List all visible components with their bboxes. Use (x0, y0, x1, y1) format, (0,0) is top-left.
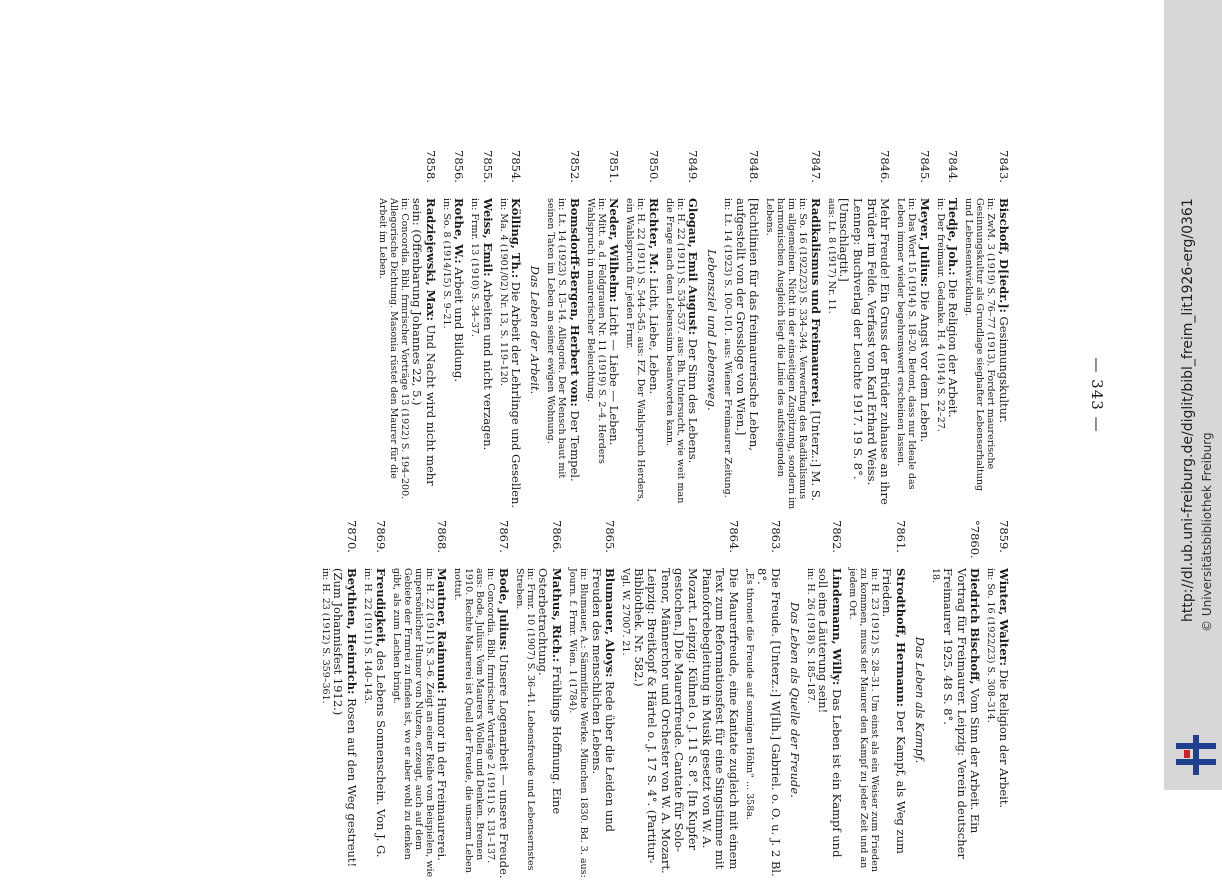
bibliography-entry (391, 520, 449, 880)
entry-main (941, 568, 982, 880)
entry-number: 7852. (567, 150, 582, 183)
entry-number: 7868. (435, 520, 450, 553)
entry-number: 7862. (829, 520, 844, 553)
section-heading: Das Leben als Kampf. (912, 636, 927, 764)
bibliography-entry (624, 150, 660, 510)
entry-main (435, 568, 449, 880)
entry-title: Die Freude. [Unterz.:] W[ilh.] Gabriel. o. O. u. J. 2 Bl. 8°. (755, 568, 784, 877)
entry-reference: in: Das Wort 15 (1914) S. 18–20. Betont, dass nur Ideale das Leben immer wieder begehrenswert erscheinen lassen. (895, 198, 918, 490)
entry-author: Rothe, W.: (452, 198, 467, 264)
entry-reference: in: H. 22 (1911) S. 534–537. aus: Bh. Untersucht, wie weit man die Frage nach dem Lebenssinn beantworten kann. (663, 198, 686, 504)
entry-reference: in: Lt. 14 (1923) S. 13–14. Allegorie. Der Mensch baut mit seinen Taten im Leben an seiner ewigen Wohnung. (545, 198, 568, 479)
entry-reference: 18. (929, 568, 941, 584)
bibliography-entry (514, 520, 563, 880)
entry-title: Die Angst vor dem Leben. (917, 290, 932, 443)
bibliography-entry (985, 520, 1010, 880)
entry-title: Das Leben ist ein Kampf und soll eine Läuterung sein! (816, 568, 844, 858)
entry-main (567, 198, 581, 510)
bibliography-entry (545, 150, 581, 510)
entry-author: Radziejewski, Max: (423, 198, 438, 322)
entry-author: Tiedje, Joh.: (946, 198, 961, 276)
entry-reference: in: H. 23 (1912) S. 28–31. Um einst als ein Weiser zum Frieden zu kommen, muss der Maurer den Kampf zu jeder Zeit und an jedem Ort. (846, 568, 880, 872)
entry-title: des Lebens Sonnenschein. Von J. G. (373, 650, 388, 858)
entry-number: 7864. (726, 520, 741, 553)
entry-number: 7850. (646, 150, 661, 183)
entry-title: Humor in der Freimaurerei. (435, 697, 450, 861)
bibliography-entry (620, 520, 740, 880)
bibliography-entry (452, 520, 510, 880)
entry-title: Und Nacht wird nicht mehr sein: (Offenbarung Johannes 22, 5.) (410, 198, 438, 486)
bibliography-entry (664, 150, 700, 510)
bibliography-entry (469, 150, 494, 510)
entry-reference: „Es thronet die Freude auf sonnigen Höhn“ ... 358a. (743, 568, 755, 820)
entry-main (808, 198, 822, 510)
entry-title: Rosen auf den Weg gestreut! (Zum Johannisfest 1912.) (331, 568, 359, 868)
entry-reference: in: Lt. 14 (1923) S. 100–101. aus: Wiener Freimaurer Zeitung. (722, 198, 734, 498)
entry-main (946, 198, 960, 510)
bibliography-entry (498, 150, 523, 510)
entry-reference: in: Mitt. a. d. Feldgrauen Nr. 11 (1919) S. 2–4. Herders Wahlspruch in maurerischer Beleuchtung. (584, 198, 607, 464)
entry-author: Kölling, Th.: (509, 198, 524, 279)
bibliography-entry (744, 520, 782, 880)
entry-main (880, 568, 907, 880)
entry-number: 7846. (878, 150, 893, 183)
entry-main (373, 568, 387, 880)
right-column (316, 520, 1010, 880)
entry-author: Beythien, Heinrich: (344, 568, 359, 695)
entry-reference: in: Concordia. Bibl. frmrischer Vorträge 2 (1911) S. 131–137. aus: Bode, Julius: Vom Maurers Wollen und Denken. Bremen 1910. Rechte Maurerei ist Quell der Freude, die unserm Leben nottut. (452, 568, 497, 873)
entry-reference: in: ZwM. 3 (1919) S. 76–77 (1913). Fordert maurerische Gesinnungskultur als Grundlage sieghafter Lebenserhaltung und Lebensentwicklung. (963, 198, 997, 492)
entry-main (816, 568, 843, 880)
entry-author: Weiss, Emil: (480, 198, 495, 277)
entry-number: 7855. (480, 150, 495, 183)
entry-title: Frühlings Hoffnung. Eine Osterbetrachtung. (536, 568, 564, 815)
entry-author: Blumauer, Aloys: (603, 568, 618, 678)
bibliography-entry (847, 520, 907, 880)
entry-author: Richter, M.: (646, 198, 661, 275)
bibliography-entry (764, 150, 822, 510)
entry-title: Rede über die Leiden und Freuden des menschlichen Lebens. (589, 568, 618, 833)
entry-author: Bode, Julius: (496, 568, 511, 651)
entry-main (996, 568, 1010, 880)
entry-reference: in: Der freimaur. Gedanke. H. 4 (1914) S. 22–27. (934, 198, 946, 432)
entry-number: 7867. (496, 520, 511, 553)
entry-number: 7851. (607, 150, 622, 183)
entry-main (733, 198, 760, 510)
entry-reference: in: Frmr. 13 (1910) S. 34–37. (469, 198, 481, 337)
entry-reference: in: H. 22 (1911) S. 544–545. aus: FZ. Der Wahlspruch Herders, ein Wahlspruch für jeden Frmr. (624, 198, 647, 502)
bibliography-entry (895, 150, 931, 510)
entry-main (646, 198, 660, 510)
entry-number: 7854. (509, 150, 524, 183)
entry-title: Der Sinn des Lebens. (686, 338, 701, 464)
entry-title: Die Arbeit der Lehrlinge und Gesellen. (509, 281, 524, 509)
entry-number: °7860. (968, 520, 983, 559)
entry-reference: in: Ma. 4 (1901/02) Nr. 13, S. 119–120. (497, 198, 509, 386)
page-number: — 343 — (1088, 357, 1106, 433)
sidebar-copyright: © Universitätsbibliothek Freiburg (1200, 432, 1214, 632)
bibliography-entry (935, 150, 960, 510)
bibliography-entry (377, 150, 437, 510)
left-column (373, 150, 1010, 510)
entry-title: Der Kampf, als Weg zum Frieden. (880, 568, 909, 854)
entry-title: Mehr Freude! Ein Gruss der Brüder zuhause an ihre Brüder im Felde. Verfasst von Karl Erhard Weiss. Lennep: Buchverlag der Leuchte 1917. 19 S. 8°. [Umschlagtit.] (837, 198, 893, 505)
entry-reference: in: So. 8 (1914/15) S. 9–21. (440, 198, 452, 329)
entry-title: [Richtlinien für das freimaurerische Leben, aufgestellt von der Grossloge von Wien.] (733, 198, 762, 451)
entry-main (755, 568, 782, 880)
entry-title: Licht, Liebe, Leben. (646, 277, 661, 395)
entry-author: Strodthoff, Hermann: (894, 568, 909, 708)
entry-title: Arbeit und Bildung. (452, 267, 467, 383)
library-logo-icon (1174, 735, 1218, 775)
entry-reference: in: Concordia. Bibl. frmrischer Vorträge 13 (1922) S. 194–200. Allegorische Dichtung. Masonia rüstet den Maurer für die Arbeit im Leben. (376, 198, 410, 500)
entry-reference: aus: Lt. 8 (1917) Nr. 11. (825, 198, 837, 314)
entry-main (917, 198, 931, 510)
entry-main (837, 198, 891, 510)
bibliography-entry (441, 150, 466, 510)
entry-number: 7847. (808, 150, 823, 183)
entry-main (452, 198, 466, 510)
entry-title: Gesinnungskultur. (997, 316, 1011, 423)
entry-number: 7849. (686, 150, 701, 183)
entry-number: 7863. (769, 520, 784, 553)
entry-title: Licht — Liebe — Leben. (607, 305, 622, 446)
entry-number: 7856. (452, 150, 467, 183)
entry-author: Freudigkeit, (373, 568, 388, 648)
entry-number: 7869. (373, 520, 388, 553)
bibliography-entry (963, 150, 1010, 510)
bibliography-entry (320, 520, 358, 880)
entry-main (410, 198, 437, 510)
entry-reference: in: Blumauer, A.: Sämmtliche Werke. München 1830. Bd. 3. aus: Journ. f. Frmr. Wien. 1 (1784). (566, 568, 589, 878)
entry-author: Neder, Wilhelm: (607, 198, 622, 303)
bibliography-entry (826, 150, 891, 510)
entry-reference: in: H. 22 (1911) S. 3–6. Zeigt an einer Reihe von Beispielen, wie unpersönlicher Humor von Nutzen, erzeugt, auch auf dem Gebiete der Frmrei zu finden ist, wo er aber wohl zu denken gibt, als zum Lachen bringt. (390, 568, 435, 878)
entry-reference: in: Frmr. 10 (1907) S. 36–41. Lebensfreude und Lebensernstes Streben. (513, 568, 536, 871)
entry-number: 7844. (946, 150, 961, 183)
entry-author: Lindemann, Willy: (829, 568, 844, 686)
section-heading: Das Leben als Quelle der Freude. (787, 602, 802, 798)
bibliography-entry (585, 150, 621, 510)
bibliography-entry (805, 520, 843, 880)
sidebar-copyright-wrap (1200, 12, 1220, 632)
entry-main (496, 568, 510, 880)
bibliography-entry (722, 150, 760, 510)
entry-reference: in: H. 26 (1918) S. 185–187. (804, 568, 816, 704)
bibliography-entry (567, 520, 616, 880)
entry-main (331, 568, 358, 880)
entry-title: Die Religion der Arbeit. (946, 279, 961, 418)
entry-reference: Vgl. W. 27007. 21. (620, 568, 632, 656)
entry-main (686, 198, 700, 510)
entry-title: Der Tempel. (567, 410, 582, 482)
section-heading: Das Leben der Arbeit. (528, 265, 543, 395)
entry-author: Winter, Walter: (997, 568, 1011, 666)
entry-number: 7865. (603, 520, 618, 553)
entry-reference: in: H. 22 (1911) S. 140–143. (361, 568, 373, 704)
entry-number: 7870. (344, 520, 359, 553)
entry-title: Vom Sinn der Arbeit. Ein Vortrag für Freimaurer. Leipzig: Verein deutscher Freimaurer 1925. 48 S. 8°. (941, 568, 983, 859)
entry-author: Bomsdorff-Bergen, Herbert von: (567, 198, 582, 407)
entry-number: 7866. (549, 520, 564, 553)
entry-title: Die Religion der Arbeit. (997, 669, 1011, 809)
entry-author: Radikalismus und Freimaurerei. (808, 198, 823, 407)
entry-main (480, 198, 494, 510)
entry-author: Bischoff, D[iedr.]: (997, 198, 1011, 313)
entry-reference: in: So. 16 (1922/23) S. 334–344. Verwerfung des Radikalismus im allgemeinen. Nicht in der einseitigen Zuspitzung, sondern im harmonischen Ausgleich liegt die Linie des aufsteigenden Lebens. (764, 198, 809, 510)
entry-author: Glogau, Emil August: (686, 198, 701, 336)
entry-main (996, 198, 1010, 510)
entry-title: Arbeiten und nicht verzagen. (480, 280, 495, 451)
entry-title: Unsere Logenarbeit — unsere Freude. (496, 654, 511, 879)
entry-main (631, 568, 740, 880)
entry-number: 7848. (747, 150, 762, 183)
entry-main (536, 568, 563, 880)
entry-author: Diedrich Bischoff, (968, 568, 983, 685)
entry-number: 7859. (997, 520, 1011, 553)
entry-main (607, 198, 621, 510)
entry-number: 7845. (917, 150, 932, 183)
entry-author: Mathus, Rich.: (549, 568, 564, 663)
entry-number: 7861. (894, 520, 909, 553)
entry-title: [Unterz.:] M. S. (808, 410, 823, 502)
entry-author: Meyer, Julius: (917, 198, 932, 287)
bibliography-entry (362, 520, 387, 880)
entry-main (589, 568, 616, 880)
entry-number: 7843. (997, 150, 1011, 183)
entry-reference: in: H. 23 (1912) S. 359–361. (319, 568, 331, 704)
sidebar-url[interactable]: http://dl.ub.uni-freiburg.de/diglit/bibl_freim_lit1926-erg/0361 (1180, 198, 1196, 622)
entry-reference: in: So. 16 (1922/23) S. 308–314. (985, 568, 997, 723)
entry-author: Mautner, Raimund: (435, 568, 450, 694)
entry-number: 7858. (423, 150, 438, 183)
section-heading: Lebensziel und Lebensweg. (705, 249, 720, 411)
bibliography-entry (930, 520, 982, 880)
entry-main (509, 198, 523, 510)
entry-title: Die Maurerfreude, eine Kantate zugleich mit einem Text zum Reformationsfest für eine Singstimme mit Pianofortebegleitung in Musik gesetzt von W. A. Mozart. Leipzig: Kühnel o. J. 11 S. 8°. [In Kupfer gestochen.] Die Maurerfreude. Cantate für Solo-Tenor, Männerchor und Orchester von W. A. Mozart. Leipzig: Breitkopf & Härtel o. J. 17 S. 4°. (Partitur-Bibliothek. Nr. 582.) (631, 568, 741, 874)
